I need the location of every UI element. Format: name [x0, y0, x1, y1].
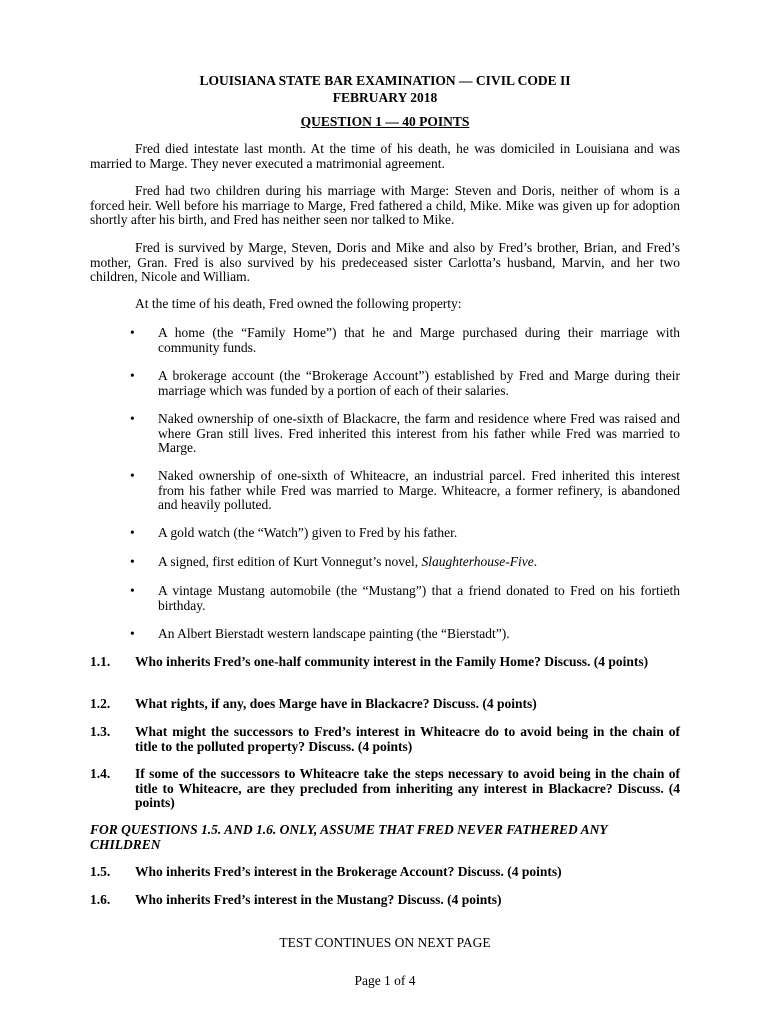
question-text: Who inherits Fred’s one-half community interest in the Family Home? Discuss. (4 points): [135, 654, 649, 669]
novel-prefix: A signed, first edition of Kurt Vonnegut’s novel,: [158, 554, 422, 569]
property-item-mustang: A vintage Mustang automobile (the “Mustang”) that a friend donated to Fred on his fortieth birthday.: [158, 583, 680, 613]
question-text: What rights, if any, does Marge have in Blackacre? Discuss. (4 points): [135, 696, 537, 711]
exam-title-line1: LOUISIANA STATE BAR EXAMINATION — CIVIL CODE II: [199, 73, 571, 88]
bullet-icon: •: [130, 468, 135, 483]
question-number: 1.6.: [90, 892, 111, 907]
bullet-icon: •: [130, 554, 135, 569]
exam-title-line2: FEBRUARY 2018: [332, 90, 438, 105]
bullet-icon: •: [130, 626, 135, 641]
question-heading: QUESTION 1 — 40 POINTS: [300, 114, 470, 129]
property-item-bierstadt: An Albert Bierstadt western landscape painting (the “Bierstadt”).: [158, 626, 510, 641]
novel-title: Slaughterhouse-Five: [421, 554, 534, 569]
paragraph-facts-3: Fred is survived by Marge, Steven, Doris and Mike and also by Fred’s brother, Brian, and Fred’s mother, Gran. Fred is also survived by his predeceased sister Carlotta’s husband, Marvin, and her two children, Nicole and William.: [90, 240, 680, 285]
paragraph-property-intro: At the time of his death, Fred owned the following property:: [135, 296, 462, 311]
property-item-blackacre: Naked ownership of one-sixth of Blackacre, the farm and residence where Fred was raised and where Gran still lives. Fred inherited this interest from his father while Fred was married to Marge.: [158, 411, 680, 456]
question-text: Who inherits Fred’s interest in the Mustang? Discuss. (4 points): [135, 892, 502, 907]
question-number: 1.4.: [90, 766, 111, 781]
paragraph-facts-2: Fred had two children during his marriage with Marge: Steven and Doris, neither of whom is a forced heir. Well before his marriage to Marge, Fred fathered a child, Mike. Mike was given up for adoption shortly after his birth, and Fred has neither seen nor talked to Mike.: [90, 183, 680, 228]
property-item-novel: [158, 555, 680, 570]
property-item-watch: A gold watch (the “Watch”) given to Fred by his father.: [158, 525, 458, 540]
question-text: Who inherits Fred’s interest in the Brokerage Account? Discuss. (4 points): [135, 864, 562, 879]
question-number: 1.5.: [90, 864, 111, 879]
novel-suffix: .: [533, 554, 538, 569]
page-number: Page 1 of 4: [354, 973, 416, 988]
question-number: 1.2.: [90, 696, 111, 711]
property-item-whiteacre: Naked ownership of one-sixth of Whiteacre, an industrial parcel. Fred inherited this interest from his father while Fred was married to Marge. Whiteacre, a former refinery, is abandoned and heavily polluted.: [158, 468, 680, 513]
property-item-family-home: A home (the “Family Home”) that he and Marge purchased during their marriage with community funds.: [158, 325, 680, 355]
bullet-icon: •: [130, 368, 135, 383]
exam-title: [0, 72, 770, 106]
question-text: What might the successors to Fred’s interest in Whiteacre do to avoid being in the chain of title to the polluted property? Discuss. (4 points): [135, 724, 680, 754]
question-number: 1.1.: [90, 654, 111, 669]
question-text: If some of the successors to Whiteacre take the steps necessary to avoid being in the chain of title to Whiteacre, are they precluded from inheriting any interest in Blackacre? Discuss. (4 points): [135, 766, 680, 811]
assumption-note: FOR QUESTIONS 1.5. AND 1.6. ONLY, ASSUME THAT FRED NEVER FATHERED ANY CHILDREN: [90, 822, 608, 852]
bullet-icon: •: [130, 325, 135, 340]
question-number: 1.3.: [90, 724, 111, 739]
paragraph-facts-1: Fred died intestate last month. At the time of his death, he was domiciled in Louisiana and was married to Marge. They never executed a matrimonial agreement.: [90, 141, 680, 171]
continues-notice: TEST CONTINUES ON NEXT PAGE: [279, 935, 491, 950]
property-item-brokerage: A brokerage account (the “Brokerage Account”) established by Fred and Marge during their marriage which was funded by a portion of each of their salaries.: [158, 368, 680, 398]
bullet-icon: •: [130, 583, 135, 598]
bullet-icon: •: [130, 525, 135, 540]
bullet-icon: •: [130, 411, 135, 426]
